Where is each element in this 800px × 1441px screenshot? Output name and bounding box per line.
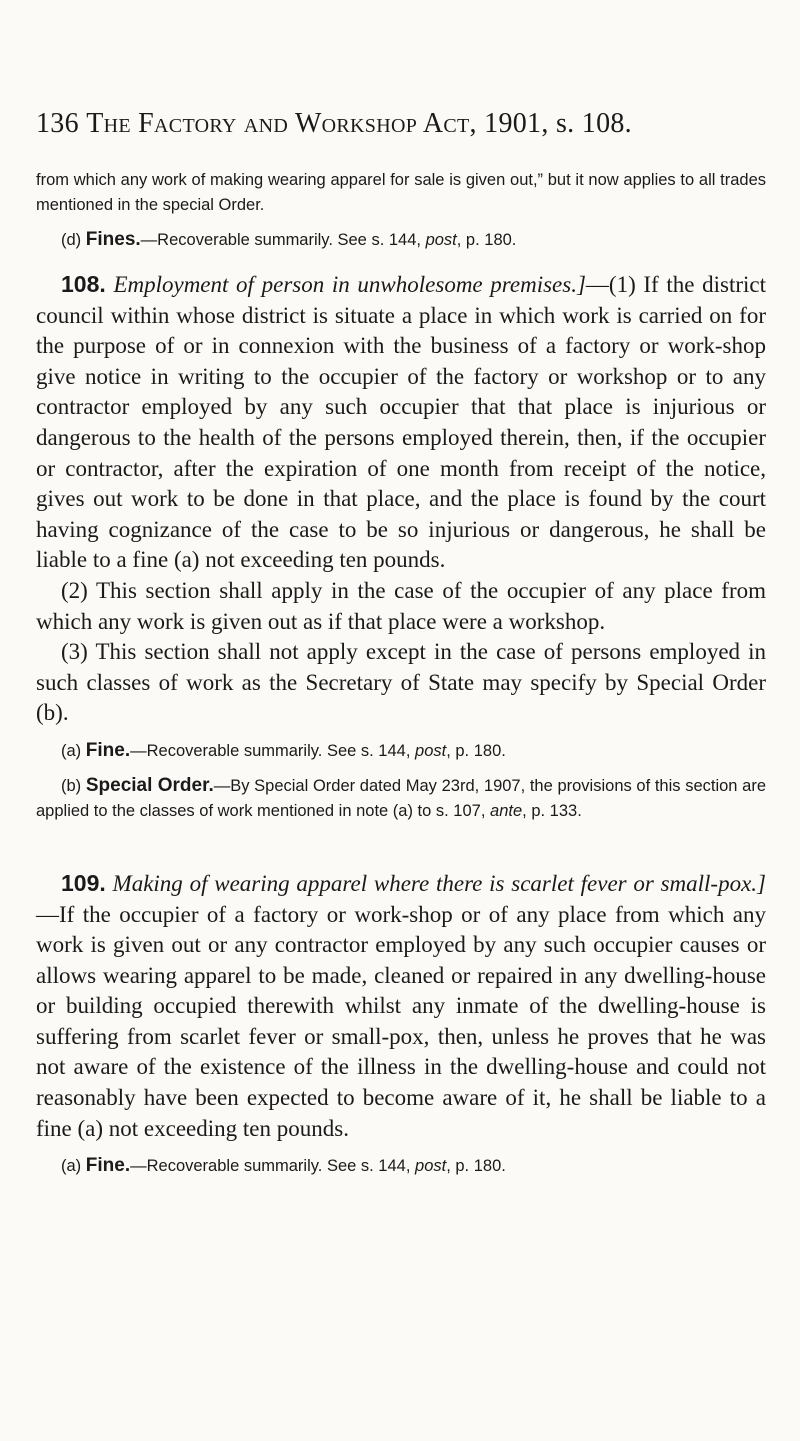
footnote-page-ref: , p. 180.: [446, 1157, 506, 1176]
footnote-text: —By Special Order dated May 23rd, 1907, the provisions of this section are applied to the classes of work mentioned in note (a) to s. 107,: [36, 776, 766, 820]
footnote-page-ref: , p. 133.: [522, 801, 582, 820]
footnote-page-ref: , p. 180.: [446, 741, 506, 760]
footnote-d: [36, 227, 766, 253]
page-number: 136: [36, 108, 79, 139]
footnote-label: Fines.: [85, 229, 141, 250]
footnote-marker: (a): [61, 1157, 82, 1176]
cross-reference: post: [425, 231, 457, 249]
footnote-marker: (b): [61, 776, 82, 795]
section-text: —If the occupier of a factory or work-shop or of any place from which any work is given out or any contractor employed by any such occupier causes or allows wearing apparel to be made, cleaned or repaired in any dwelling-house or building occupied therewith whilst any inmate of the dwelling-house is suffering from scarlet fever or small-pox, then, unless he proves that he was not aware of the existence of the illness in the dwelling-house and could not reasonably have been expected to become aware of it, he shall be liable to a fine (a) not exceeding ten pounds.: [36, 901, 766, 1141]
section-108-paragraph-3: (3) This section shall not apply except in the case of persons employed in such classes of work as the Secretary of State may specify by Special Order (b).: [36, 639, 766, 726]
footnote-label: Fine.: [85, 1155, 131, 1177]
section-spacer: [36, 824, 766, 852]
running-head: [36, 108, 766, 140]
section-109-paragraph: [36, 868, 766, 1144]
section-number: 109.: [61, 869, 106, 896]
footnote-text: —Recoverable summarily. See s. 144,: [130, 1157, 411, 1176]
footnote-109-a: [36, 1153, 766, 1179]
footnote-text: —Recoverable summarily. See s. 144,: [130, 741, 411, 760]
continued-note-text: from which any work of making wearing apparel for sale is given out,” but it now applies to all trades mentioned in the special Order.: [36, 171, 766, 214]
cross-reference: post: [415, 741, 447, 760]
cross-reference: post: [415, 1157, 447, 1176]
section-108-paragraph-1: [36, 269, 766, 576]
footnote-label: Special Order.: [85, 774, 214, 796]
footnote-page-ref: , p. 180.: [456, 231, 517, 249]
section-108-paragraph-2: (2) This section shall apply in the case of the occupier of any place from which any work is given out as if that place were a workshop.: [36, 577, 766, 634]
footnote-108-a: [36, 738, 766, 764]
cross-reference: ante: [490, 801, 523, 820]
footnote-marker: (a): [61, 741, 82, 760]
footnote-108-b: [36, 773, 766, 824]
running-title: The Factory and Workshop Act, 1901,: [86, 108, 549, 139]
section-heading: Employment of person in unwholesome premises.]: [113, 272, 586, 297]
section-heading: Making of wearing apparel where there is scarlet fever or small-pox.]: [112, 870, 767, 896]
footnote-label: Fine.: [85, 739, 131, 761]
footnote-text: —Recoverable summarily. See s. 144,: [140, 231, 421, 249]
section-number: 108.: [61, 271, 106, 297]
running-section-ref: s. 108.: [555, 108, 632, 139]
book-page: [36, 108, 766, 1179]
footnote-marker: (d): [61, 231, 82, 249]
section-text: —(1) If the district council within whose district is situate a place in which work is carried on for the purpose of or in connexion with the business of a factory or work-shop give notice in writing to the occupier of the factory or workshop or to any contractor employed by any such occupier that that place is injurious or dangerous to the health of the persons employed therein, then, if the occupier or contractor, after the expiration of one month from receipt of the notice, gives out work to be done in that place, and the place is found by the court having cognizance of the case to be so injurious or dangerous, he shall be liable to a fine (a) not exceeding ten pounds.: [36, 272, 767, 573]
